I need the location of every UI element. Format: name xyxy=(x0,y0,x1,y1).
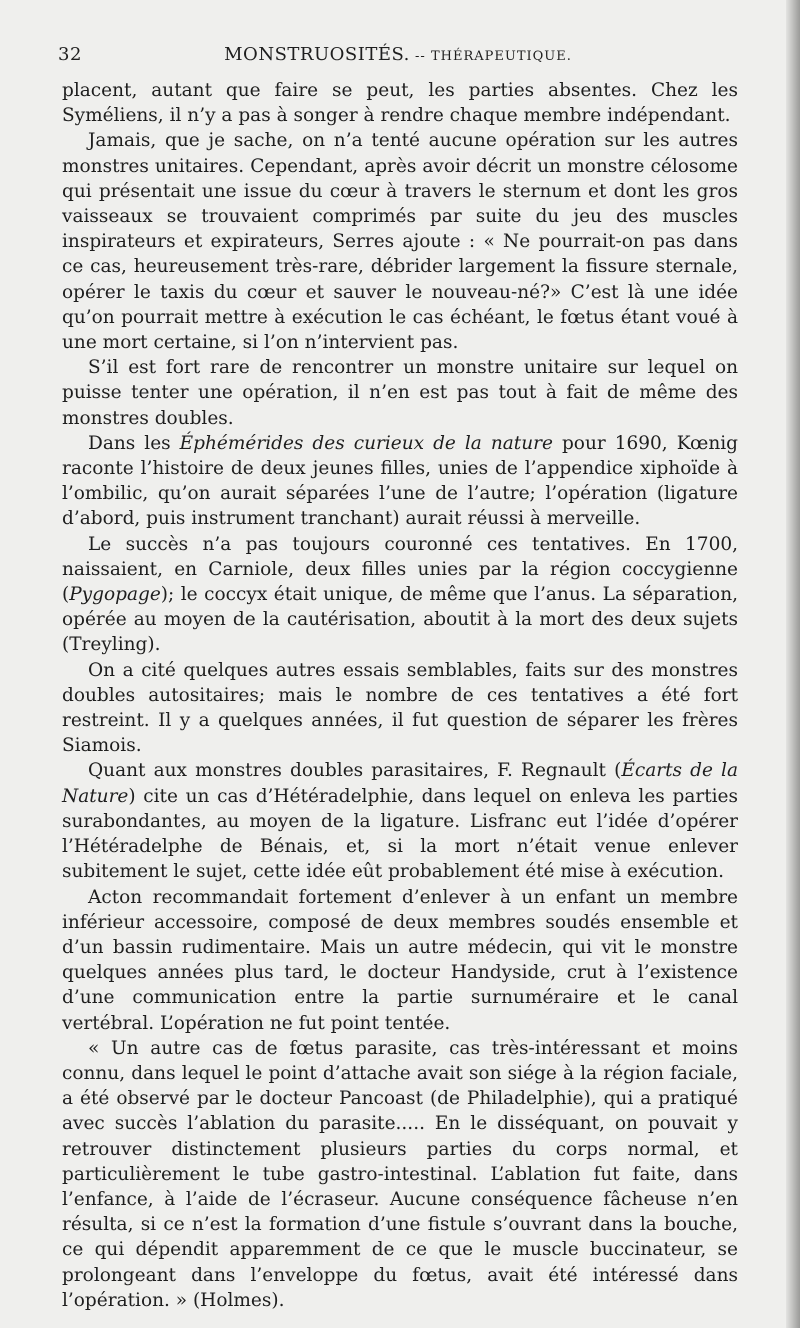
text-run: placent, autant que faire se peut, les parties absentes. Chez les Syméliens, il n’y a pas à songer à rendre chaque membre indépendant. xyxy=(62,80,738,127)
body-text xyxy=(62,78,738,1313)
text-run: ) cite un cas d’Hétéradelphie, dans lequel on enleva les parties surabondantes, au moyen de la ligature. Lisfranc eut l’idée d’opérer l’Hétéradelphe de Bénais, et, si la mort n’était venue enlever subitement le sujet, cette idée eût probablement été mise à exécution. xyxy=(62,785,738,883)
text-run: Dans les xyxy=(88,432,180,454)
text-run: pour 1690, Kœnig raconte l’histoire de deux jeunes filles, unies de l’appendice xiphoïde à l’ombilic, qu’on aurait séparées l’une de l’autre; l’opération (ligature d’abord, puis instrument tranchant) aurait réussi à merveille. xyxy=(62,432,738,530)
text-run: ); le coccyx était unique, de même que l’anus. La séparation, opérée au moyen de la cautérisation, aboutit à la mort des deux sujets (Treyling). xyxy=(62,584,738,656)
paragraph xyxy=(62,532,738,658)
text-run: Le succès n’a pas toujours couronné ces tentatives. En 1700, naissaient, en Carniole, deux filles unies par la région coccygienne ( xyxy=(62,533,738,606)
paragraph xyxy=(62,78,738,128)
paragraph xyxy=(62,128,738,355)
italic-text: Écarts de la Nature xyxy=(62,760,739,807)
running-head-separator: -- xyxy=(409,49,431,64)
page-edge-shadow xyxy=(786,0,800,1328)
italic-text: Pygopage xyxy=(69,584,161,606)
page-header xyxy=(58,44,738,72)
paragraph xyxy=(62,1036,738,1313)
italic-text: Éphémérides des curieux de la nature xyxy=(179,432,553,454)
paragraph xyxy=(62,658,738,759)
running-head-title: MONSTRUOSITÉS. xyxy=(224,44,410,65)
text-run: Acton recommandait fortement d’enlever à un enfant un membre inférieur accessoire, composé de deux membres soudés ensemble et d’un bassin rudimentaire. Mais un autre médecin, qui vit le monstre quelques années plus tard, le docteur Handyside, crut à l’existence d’une communication entre la partie surnuméraire et le canal vertébral. L’opération ne fut point tentée. xyxy=(62,886,738,1034)
text-run: S’il est fort rare de rencontrer un monstre unitaire sur lequel on puisse tenter une opération, il n’en est pas tout à fait de même des monstres doubles. xyxy=(62,357,738,429)
text-run: On a cité quelques autres essais semblables, faits sur des monstres doubles autositaires; mais le nombre de ces tentatives a été fort restreint. Il y a quelques années, il fut question de séparer les frères Siamois. xyxy=(62,659,738,757)
page-number: 32 xyxy=(58,44,82,65)
paragraph xyxy=(62,355,738,431)
running-head xyxy=(58,44,738,65)
text-run: Jamais, que je sache, on n’a tenté aucune opération sur les autres monstres unitaires. Cependant, après avoir décrit un monstre célosome qui présentait une issue du cœur à travers le sternum et dont les gros vaisseaux se trouvaient comprimés par suite du jeu des muscles inspirateurs et expirateurs, Serres ajoute : « Ne pourrait-on pas dans ce cas, heureusement très-rare, débrider largement la fissure sternale, opérer le taxis du cœur et sauver le nouveau-né?» C’est là une idée qu’on pourrait mettre à exécution le cas échéant, le fœtus étant voué à une mort certaine, si l’on n’intervient pas. xyxy=(62,130,738,354)
text-run: « Un autre cas de fœtus parasite, cas très-intéressant et moins connu, dans lequel le point d’attache avait son siége à la région faciale, a été observé par le docteur Pancoast (de Philadelphie), qui a pratiqué avec succès l’ablation du parasite..... En le disséquant, on pouvait y retrouver distinctement plusieurs parties du corps normal, et particulièrement le tube gastro-intestinal. L’ablation fut faite, dans l’enfance, à l’aide de l’écraseur. Aucune conséquence fâcheuse n’en résulta, si ce n’est la formation d’une fistule s’ouvrant dans la bouche, ce qui dépendit apparemment de ce que le muscle buccinateur, se prolongeant dans l’enveloppe du fœtus, avait été intéressé dans l’opération. » (Holmes). xyxy=(62,1037,738,1311)
paragraph xyxy=(62,431,738,532)
paragraph xyxy=(62,885,738,1036)
text-run: Quant aux monstres doubles parasitaires, F. Regnault ( xyxy=(88,760,622,782)
paragraph xyxy=(62,758,738,884)
running-head-subtitle: THÉRAPEUTIQUE. xyxy=(430,49,572,64)
